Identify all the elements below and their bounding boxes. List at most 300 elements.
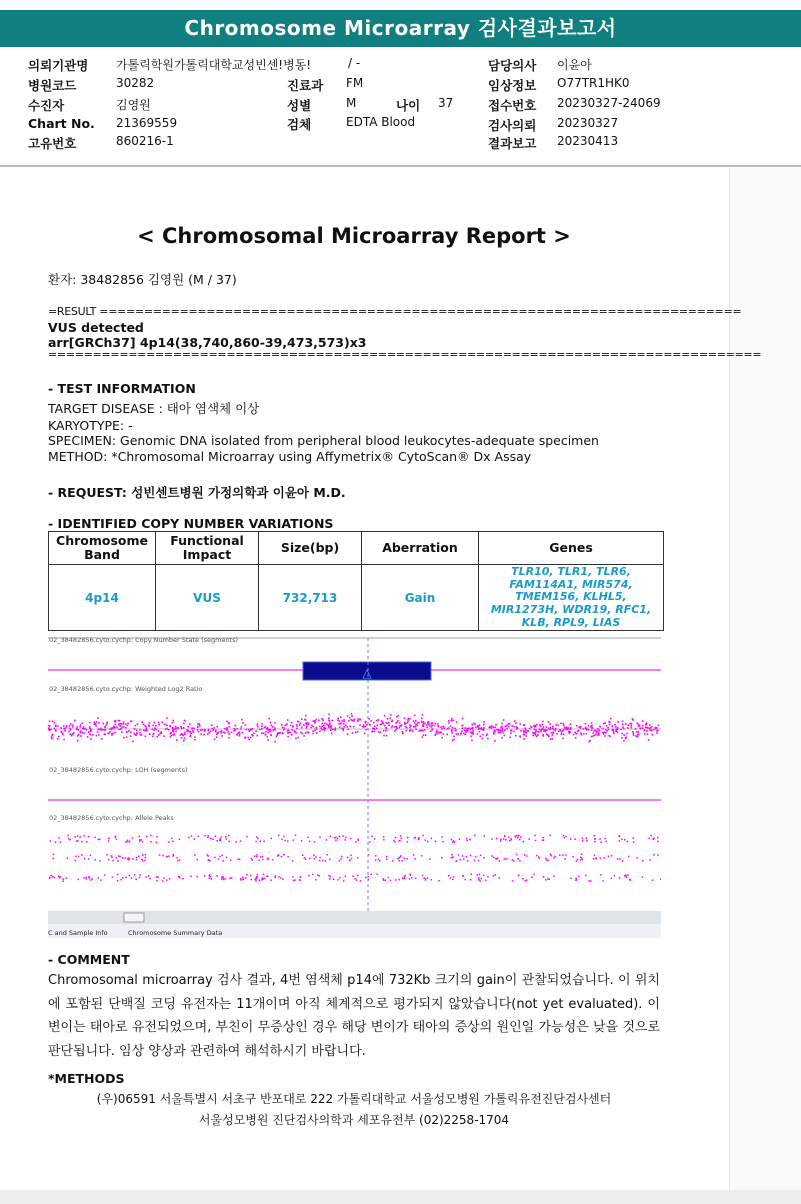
log2-point xyxy=(504,729,506,731)
log2-point xyxy=(239,735,241,737)
log2-point xyxy=(525,731,527,733)
log2-point xyxy=(626,736,628,738)
log2-point xyxy=(112,733,114,735)
log2-point xyxy=(101,729,103,731)
allele-point xyxy=(485,880,487,882)
allele-point xyxy=(393,840,395,842)
log2-point xyxy=(397,720,399,722)
log2-point xyxy=(409,730,411,732)
log2-point xyxy=(655,727,657,729)
log2-point xyxy=(305,715,307,717)
allele-point xyxy=(386,859,388,861)
log2-point xyxy=(384,715,386,717)
log2-point xyxy=(564,727,566,729)
log2-point xyxy=(319,730,321,732)
log2-point xyxy=(245,729,247,731)
allele-point xyxy=(404,878,406,880)
log2-point xyxy=(605,729,607,731)
allele-point xyxy=(259,880,261,882)
log2-point xyxy=(374,725,376,727)
allele-point xyxy=(466,838,468,840)
allele-point xyxy=(254,879,256,881)
log2-point xyxy=(316,719,318,721)
allele-point xyxy=(226,838,228,840)
label-unique-id: 고유번호 xyxy=(28,136,77,151)
log2-point xyxy=(157,736,159,738)
allele-point xyxy=(216,840,218,842)
log2-point xyxy=(69,733,71,735)
log2-point xyxy=(347,715,349,717)
log2-point xyxy=(282,732,284,734)
allele-point xyxy=(456,860,458,862)
log2-point xyxy=(405,726,407,728)
log2-point xyxy=(381,720,383,722)
allele-point xyxy=(81,841,83,843)
log2-point xyxy=(540,731,542,733)
log2-point xyxy=(608,721,610,723)
allele-point xyxy=(132,858,134,860)
log2-point xyxy=(516,726,518,728)
log2-point xyxy=(63,739,65,741)
log2-point xyxy=(515,735,517,737)
allele-point xyxy=(212,839,214,841)
log2-point xyxy=(261,723,263,725)
log2-point xyxy=(261,726,263,728)
log2-point xyxy=(267,732,269,734)
allele-point xyxy=(504,858,506,860)
allele-point xyxy=(651,835,653,837)
log2-point xyxy=(563,725,565,727)
allele-point xyxy=(577,859,579,861)
allele-point xyxy=(225,836,227,838)
log2-point xyxy=(199,725,201,727)
log2-point xyxy=(537,731,539,733)
result-separator: =RESULT ======================================================================== xyxy=(48,305,742,318)
log2-point xyxy=(290,725,292,727)
log2-point xyxy=(136,730,138,732)
log2-point xyxy=(560,734,562,736)
log2-point xyxy=(118,729,120,731)
log2-point xyxy=(114,724,116,726)
allele-point xyxy=(554,856,556,858)
allele-point xyxy=(593,858,595,860)
tab-chromosome-summary[interactable]: Chromosome Summary Data xyxy=(128,929,223,937)
log2-point xyxy=(396,716,398,718)
cnv-heading: - IDENTIFIED COPY NUMBER VARIATIONS xyxy=(48,516,334,531)
allele-point xyxy=(274,877,276,879)
allele-point xyxy=(145,876,147,878)
log2-point xyxy=(184,738,186,740)
allele-point xyxy=(251,858,253,860)
scrollbar-thumb[interactable] xyxy=(124,913,144,922)
allele-point xyxy=(85,878,87,880)
log2-point xyxy=(417,722,419,724)
allele-point xyxy=(427,841,429,843)
log2-point xyxy=(623,735,625,737)
log2-point xyxy=(587,729,589,731)
log2-point xyxy=(231,732,233,734)
allele-point xyxy=(657,841,659,843)
allele-point xyxy=(168,841,170,843)
log2-point xyxy=(472,729,474,731)
log2-point xyxy=(481,727,483,729)
log2-point xyxy=(355,732,357,734)
log2-point xyxy=(184,733,186,735)
log2-point xyxy=(462,724,464,726)
allele-point xyxy=(139,874,141,876)
log2-point xyxy=(474,723,476,725)
th-aberration: Aberration xyxy=(362,532,479,565)
log2-point xyxy=(169,726,171,728)
allele-point xyxy=(308,875,310,877)
allele-point xyxy=(441,836,443,838)
allele-point xyxy=(138,856,140,858)
allele-point xyxy=(459,859,461,861)
allele-point xyxy=(141,859,143,861)
allele-point xyxy=(256,836,258,838)
allele-point xyxy=(99,838,101,840)
log2-point xyxy=(609,736,611,738)
log2-point xyxy=(98,729,100,731)
allele-point xyxy=(157,877,159,879)
log2-point xyxy=(622,727,624,729)
log2-point xyxy=(566,727,568,729)
log2-point xyxy=(119,720,121,722)
value-report-date: 20230413 xyxy=(557,134,619,148)
log2-point xyxy=(349,717,351,719)
allele-point xyxy=(652,879,654,881)
allele-point xyxy=(480,855,482,857)
allele-point xyxy=(550,835,552,837)
allele-point xyxy=(272,859,274,861)
log2-point xyxy=(168,729,170,731)
allele-point xyxy=(270,880,272,882)
allele-point xyxy=(458,854,460,856)
log2-point xyxy=(552,728,554,730)
log2-point xyxy=(415,724,417,726)
log2-point xyxy=(448,720,450,722)
log2-point xyxy=(207,733,209,735)
log2-point xyxy=(583,733,585,735)
log2-point xyxy=(422,736,424,738)
allele-point xyxy=(516,835,518,837)
log2-point xyxy=(198,731,200,733)
allele-point xyxy=(223,860,225,862)
allele-point xyxy=(257,874,259,876)
allele-point xyxy=(319,860,321,862)
log2-point xyxy=(434,723,436,725)
log2-point xyxy=(640,728,642,730)
allele-point xyxy=(221,854,223,856)
allele-point xyxy=(240,840,242,842)
log2-point xyxy=(628,725,630,727)
chromosome-plot xyxy=(48,633,661,938)
log2-point xyxy=(602,732,604,734)
log2-point xyxy=(133,733,135,735)
log2-point xyxy=(116,727,118,729)
allele-point xyxy=(523,841,525,843)
allele-point xyxy=(586,837,588,839)
log2-point xyxy=(104,733,106,735)
allele-point xyxy=(624,875,626,877)
log2-point xyxy=(453,739,455,741)
log2-point xyxy=(583,728,585,730)
log2-point xyxy=(183,727,185,729)
allele-point xyxy=(369,841,371,843)
allele-point xyxy=(451,857,453,859)
log2-point xyxy=(288,732,290,734)
log2-point xyxy=(113,726,115,728)
log2-point xyxy=(651,726,653,728)
log2-point xyxy=(585,723,587,725)
log2-point xyxy=(274,722,276,724)
allele-point xyxy=(142,860,144,862)
allele-point xyxy=(55,841,57,843)
allele-point xyxy=(80,836,82,838)
allele-point xyxy=(515,836,517,838)
allele-point xyxy=(491,855,493,857)
log2-point xyxy=(546,726,548,728)
log2-point xyxy=(585,727,587,729)
log2-point xyxy=(69,728,71,730)
log2-point xyxy=(510,730,512,732)
log2-point xyxy=(265,731,267,733)
allele-point xyxy=(314,841,316,843)
allele-point xyxy=(374,838,376,840)
log2-point xyxy=(123,722,125,724)
allele-point xyxy=(383,839,385,841)
log2-point xyxy=(597,734,599,736)
allele-point xyxy=(503,838,505,840)
allele-point xyxy=(255,841,257,843)
log2-point xyxy=(464,730,466,732)
log2-point xyxy=(240,728,242,730)
allele-point xyxy=(242,879,244,881)
log2-point xyxy=(149,722,151,724)
allele-point xyxy=(97,839,99,841)
log2-point xyxy=(60,727,62,729)
allele-point xyxy=(602,880,604,882)
log2-point xyxy=(523,734,525,736)
allele-point xyxy=(194,838,196,840)
log2-point xyxy=(390,714,392,716)
allele-point xyxy=(547,860,549,862)
allele-point xyxy=(550,854,552,856)
allele-point xyxy=(86,877,88,879)
log2-point xyxy=(455,730,457,732)
log2-point xyxy=(73,733,75,735)
log2-point xyxy=(402,732,404,734)
allele-point xyxy=(166,856,168,858)
allele-point xyxy=(198,836,200,838)
log2-point xyxy=(414,722,416,724)
allele-point xyxy=(287,856,289,858)
allele-point xyxy=(422,835,424,837)
log2-point xyxy=(228,726,230,728)
allele-point xyxy=(657,837,659,839)
allele-point xyxy=(543,839,545,841)
log2-point xyxy=(501,727,503,729)
allele-point xyxy=(172,841,174,843)
log2-point xyxy=(493,731,495,733)
allele-point xyxy=(95,859,97,861)
log2-point xyxy=(120,728,122,730)
allele-point xyxy=(619,840,621,842)
allele-point xyxy=(319,857,321,859)
allele-point xyxy=(475,856,477,858)
log2-point xyxy=(649,724,651,726)
log2-point xyxy=(623,740,625,742)
allele-point xyxy=(146,836,148,838)
log2-point xyxy=(483,727,485,729)
log2-point xyxy=(339,720,341,722)
allele-point xyxy=(127,858,129,860)
log2-point xyxy=(201,733,203,735)
allele-point xyxy=(89,877,91,879)
allele-point xyxy=(250,875,252,877)
log2-point xyxy=(422,714,424,716)
log2-point xyxy=(471,740,473,742)
log2-point xyxy=(399,727,401,729)
allele-point xyxy=(404,875,406,877)
allele-point xyxy=(407,858,409,860)
log2-point xyxy=(158,730,160,732)
td-impact: VUS xyxy=(156,565,259,631)
log2-point xyxy=(166,724,168,726)
allele-point xyxy=(535,840,537,842)
allele-point xyxy=(278,835,280,837)
log2-point xyxy=(111,729,113,731)
log2-point xyxy=(400,725,402,727)
log2-point xyxy=(627,727,629,729)
log2-point xyxy=(146,728,148,730)
log2-point xyxy=(546,734,548,736)
allele-point xyxy=(278,876,280,878)
log2-point xyxy=(105,724,107,726)
log2-point xyxy=(617,732,619,734)
allele-point xyxy=(450,877,452,879)
log2-point xyxy=(323,728,325,730)
allele-point xyxy=(452,856,454,858)
allele-point xyxy=(499,860,501,862)
log2-point xyxy=(625,723,627,725)
log2-point xyxy=(555,728,557,730)
log2-point xyxy=(308,723,310,725)
log2-point xyxy=(443,733,445,735)
log2-point xyxy=(357,720,359,722)
log2-point xyxy=(456,721,458,723)
log2-point xyxy=(609,724,611,726)
log2-point xyxy=(638,731,640,733)
log2-point xyxy=(164,724,166,726)
label-attending-doctor: 담당의사 xyxy=(488,58,537,73)
allele-point xyxy=(510,839,512,841)
log2-point xyxy=(567,729,569,731)
log2-point xyxy=(97,717,99,719)
allele-point xyxy=(429,858,431,860)
log2-point xyxy=(187,730,189,732)
log2-point xyxy=(513,726,515,728)
log2-point xyxy=(341,720,343,722)
allele-point xyxy=(518,835,520,837)
log2-point xyxy=(351,715,353,717)
allele-point xyxy=(594,835,596,837)
log2-point xyxy=(101,738,103,740)
log2-point xyxy=(376,727,378,729)
log2-point xyxy=(51,735,53,737)
log2-point xyxy=(54,722,56,724)
allele-point xyxy=(62,880,64,882)
log2-point xyxy=(190,731,192,733)
log2-point xyxy=(543,727,545,729)
allele-point xyxy=(267,876,269,878)
log2-point xyxy=(589,741,591,743)
allele-point xyxy=(649,859,651,861)
allele-point xyxy=(142,841,144,843)
log2-point xyxy=(97,731,99,733)
log2-point xyxy=(591,722,593,724)
log2-point xyxy=(66,725,68,727)
log2-point xyxy=(352,720,354,722)
allele-point xyxy=(357,875,359,877)
log2-point xyxy=(310,727,312,729)
log2-point xyxy=(345,724,347,726)
value-department: FM xyxy=(346,76,364,90)
log2-point xyxy=(552,734,554,736)
log2-point xyxy=(121,731,123,733)
log2-point xyxy=(388,724,390,726)
log2-point xyxy=(506,724,508,726)
allele-point xyxy=(52,876,54,878)
allele-point xyxy=(263,874,265,876)
log2-point xyxy=(382,722,384,724)
allele-point xyxy=(533,874,535,876)
log2-point xyxy=(270,722,272,724)
allele-point xyxy=(402,878,404,880)
log2-point xyxy=(331,725,333,727)
log2-point xyxy=(392,725,394,727)
log2-point xyxy=(465,734,467,736)
log2-point xyxy=(121,727,123,729)
log2-point xyxy=(163,735,165,737)
allele-point xyxy=(330,876,332,878)
allele-point xyxy=(312,874,314,876)
log2-point xyxy=(180,734,182,736)
log2-point xyxy=(172,730,174,732)
log2-point xyxy=(202,729,204,731)
allele-point xyxy=(340,858,342,860)
allele-point xyxy=(116,857,118,859)
allele-point xyxy=(512,859,513,861)
allele-point xyxy=(76,841,78,843)
log2-point xyxy=(340,717,342,719)
allele-point xyxy=(345,839,347,841)
log2-point xyxy=(352,732,354,734)
allele-point xyxy=(229,841,231,843)
label-sex: 성별 xyxy=(287,98,312,113)
allele-point xyxy=(86,841,88,843)
log2-point xyxy=(428,724,430,726)
tab-sample-info[interactable]: C and Sample Info xyxy=(48,929,108,937)
log2-point xyxy=(223,731,225,733)
log2-point xyxy=(483,721,485,723)
allele-point xyxy=(586,840,588,842)
log2-point xyxy=(620,728,622,730)
allele-point xyxy=(221,836,223,838)
value-age: 37 xyxy=(438,96,454,110)
log2-point xyxy=(366,724,368,726)
triangle-marker-icon: △ xyxy=(362,666,372,680)
